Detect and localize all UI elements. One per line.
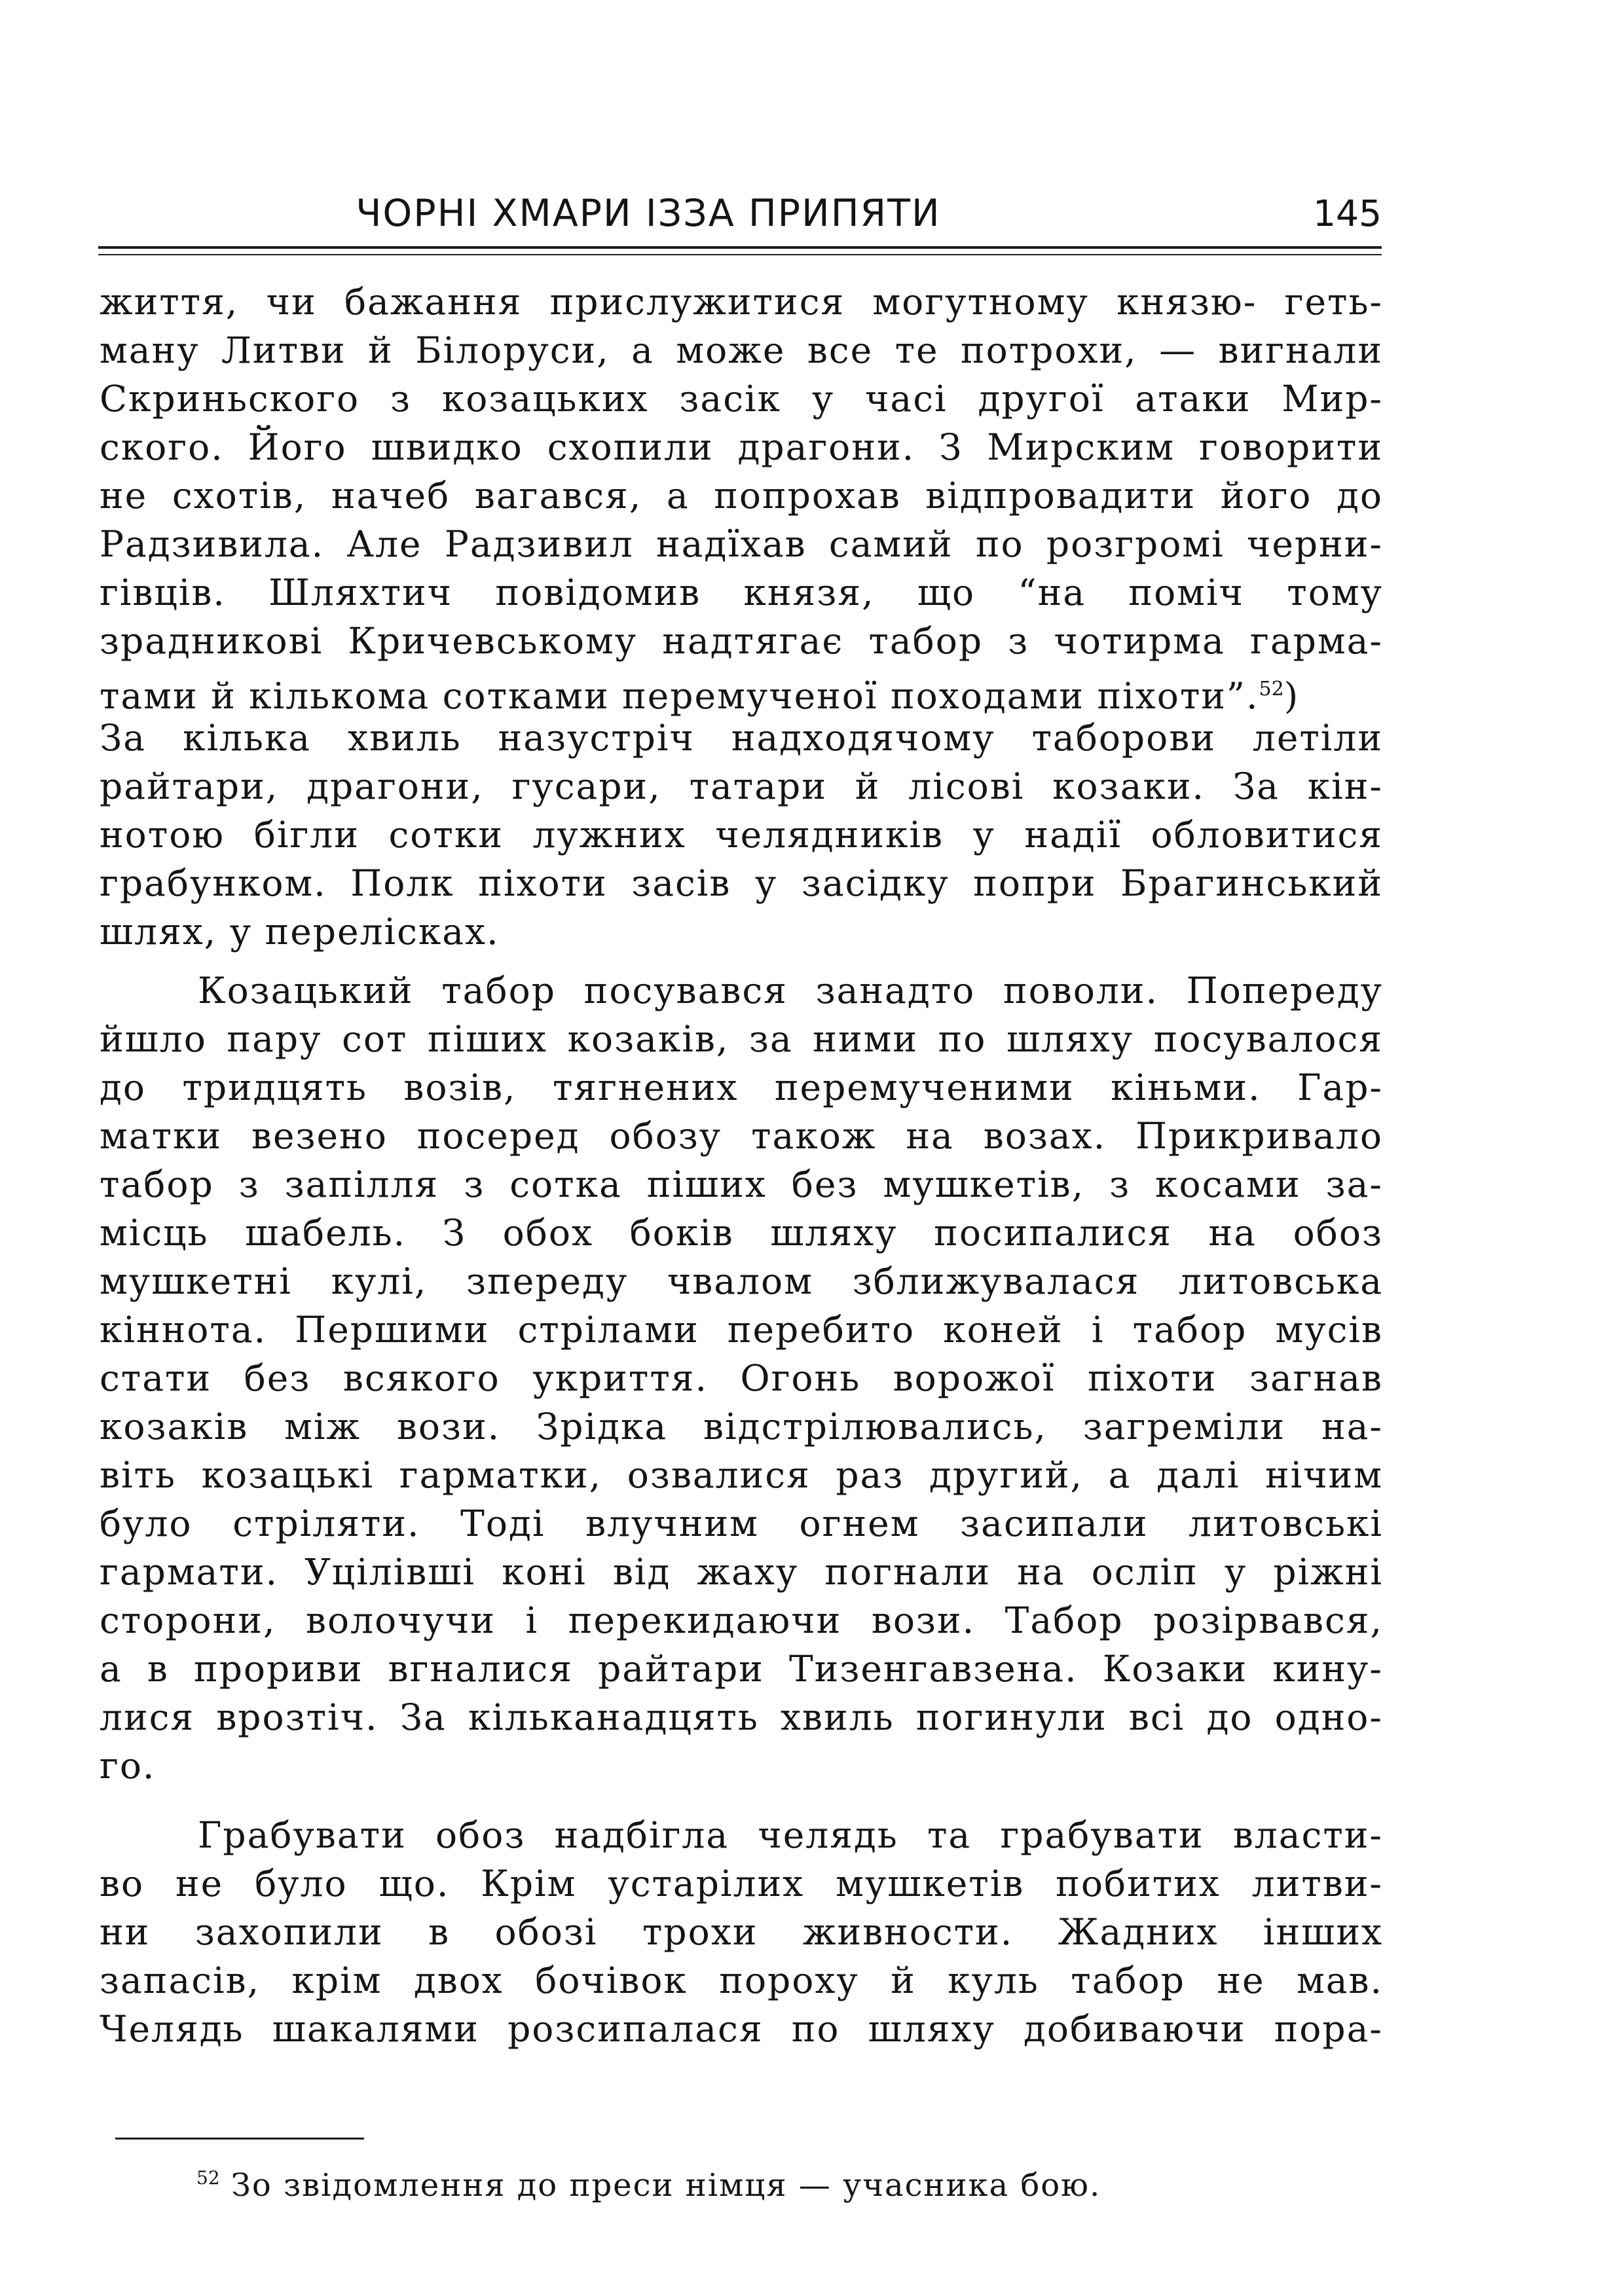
text-line: нотою бігли сотки лужних челядників у надії обловитися: [100, 814, 1383, 856]
text-line: лися врозтіч. За кільканадцять хвиль погинули всі до одно-: [100, 1696, 1383, 1738]
text-line: За кілька хвиль назустріч надходячому таборови летіли: [100, 717, 1383, 759]
text-line: не схотів, начеб вагався, а попрохав відпровадити його до: [100, 475, 1383, 517]
text-line: стати без всякого укриття. Огонь ворожої піхоти загнав: [100, 1357, 1383, 1399]
footnote: [196, 2155, 1101, 2208]
footnote-text: Зо звідомлення до преси німця — учасника бою.: [231, 2167, 1101, 2204]
text-line: а в прориви вгналися райтари Тизенгавзена. Козаки кину-: [100, 1648, 1383, 1690]
text-line: матки везено посеред обозу також на возах. Прикривало: [100, 1115, 1383, 1157]
page-number: 145: [1313, 192, 1382, 234]
text-line-content: тами й кількома сотками перемученої походами піхоти”.: [100, 675, 1259, 717]
paragraph-2: [100, 966, 1383, 1790]
text-line: мушкетні кулі, зпереду чвалом зближувалася литовська: [100, 1260, 1383, 1302]
text-line: віть козацькі гарматки, озвалися раз другий, а далі нічим: [100, 1454, 1383, 1496]
text-line: Радзивила. Але Радзивил надїхав самий по розгромі черни-: [100, 523, 1383, 565]
text-line: Скриньского з козацьких засік у часі другої атаки Мир-: [100, 378, 1383, 420]
paragraph-3: [100, 1811, 1383, 2053]
footnote-reference-paren: ): [1283, 675, 1300, 717]
text-line: було стріляти. Тоді влучним огнем засипали литовські: [100, 1503, 1383, 1544]
running-header: [98, 187, 1382, 240]
text-line: гармати. Уцілівші коні від жаху погнали на осліп у ріжні: [100, 1551, 1383, 1593]
footnote-rule: [115, 2138, 364, 2140]
text-line: місць шабель. З обох боків шляху посипалися на обоз: [100, 1212, 1383, 1254]
text-line: грабунком. Полк піхоти засів у засідку попри Брагинський: [100, 862, 1383, 904]
text-line: життя, чи бажання прислужитися могутному князю- геть-: [100, 281, 1383, 323]
text-line: козаків між вози. Зрідка відстрілювались, загреміли на-: [100, 1406, 1383, 1448]
footnote-marker: 52: [196, 2167, 220, 2189]
text-line: запасів, крім двох бочівок пороху й куль табор не мав.: [100, 1959, 1383, 2001]
text-line: йшло пару сот піших козаків, за ними по шляху посувалося: [100, 1018, 1383, 1060]
text-line: Козацький табор посувався занадто поволи. Попереду: [198, 970, 1383, 1011]
text-line: ни захопили в обозі трохи живности. Жадних інших: [100, 1911, 1383, 1953]
text-line: шлях, у перелісках.: [100, 911, 500, 953]
text-line: ского. Його швидко схопили драгони. З Мирским говорити: [100, 426, 1383, 468]
text-line: го.: [100, 1745, 156, 1787]
paragraph-1: [100, 278, 1383, 956]
text-line: ману Литви й Білоруси, а може все те потрохи, — вигнали: [100, 329, 1383, 371]
text-line: до тридцять возів, тягнених перемученими кіньми. Гар-: [100, 1066, 1383, 1108]
text-line: во не було що. Крім устарілих мушкетів побитих литви-: [100, 1863, 1383, 1904]
text-line: гівців. Шляхтич повідомив князя, що “на поміч тому: [100, 572, 1383, 613]
footnote-reference: 52: [1259, 678, 1284, 701]
text-line: Грабувати обоз надбігла челядь та грабувати власти-: [198, 1814, 1383, 1856]
text-line: табор з запілля з сотка піших без мушкетів, з косами за-: [100, 1163, 1383, 1205]
text-line-with-footnote-ref: [100, 665, 1383, 717]
header-rule-thin: [98, 254, 1382, 255]
text-line: сторони, волочучи і перекидаючи вози. Табор розірвався,: [100, 1599, 1383, 1641]
text-line: кіннота. Першими стрілами перебито коней і табор мусів: [100, 1309, 1383, 1351]
text-line: Челядь шакалями розсипалася по шляху добиваючи пора-: [100, 2008, 1383, 2050]
text-line: зрадникові Кричевському надтягає табор з чотирма гарма-: [100, 620, 1383, 662]
text-line: райтари, драгони, гусари, татари й лісові козаки. За кін-: [100, 765, 1383, 807]
running-title: ЧОРНІ ХМАРИ ІЗЗА ПРИПЯТИ: [356, 192, 941, 235]
header-rule-thick: [98, 246, 1382, 249]
